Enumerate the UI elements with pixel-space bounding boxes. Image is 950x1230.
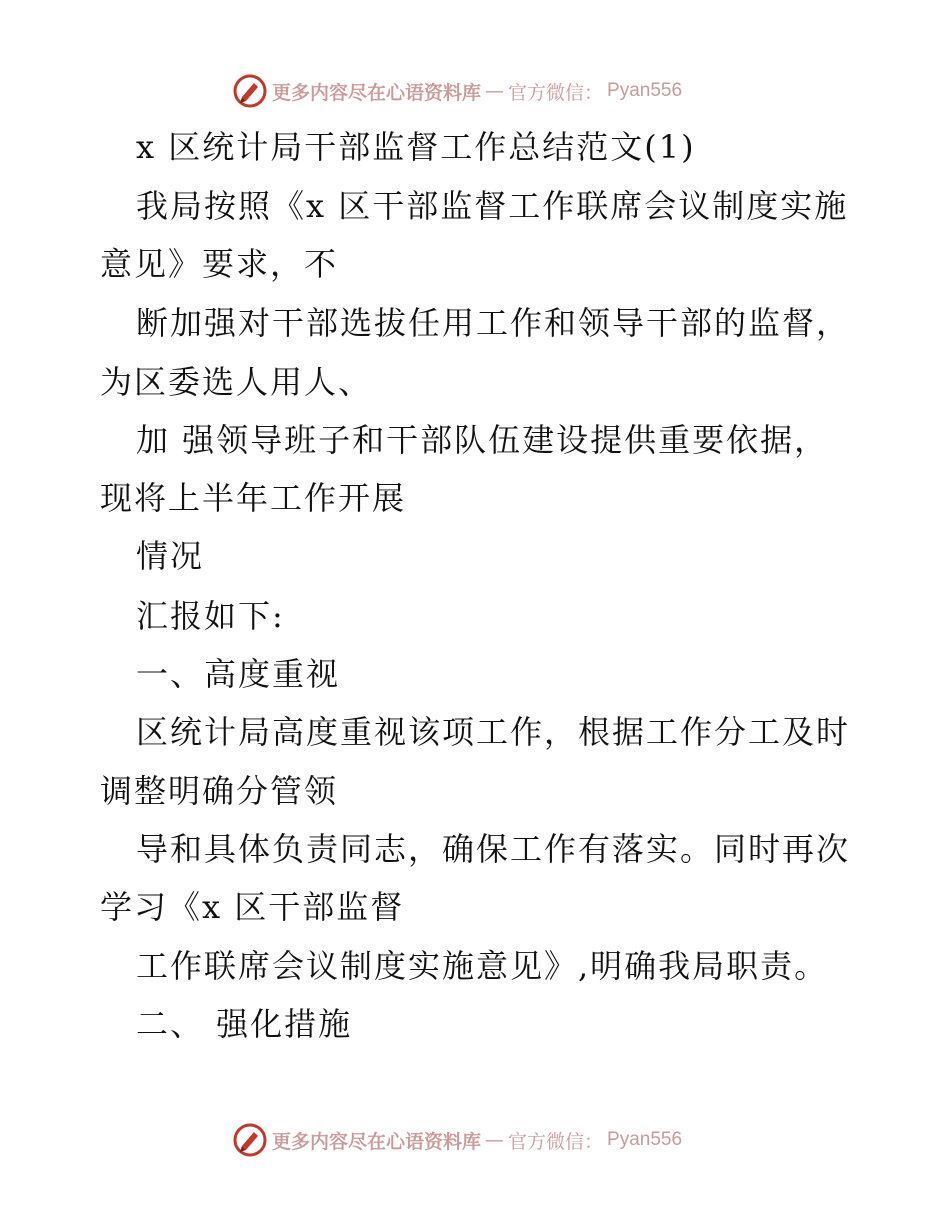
document-title: x 区统计局干部监督工作总结范文(1): [136, 128, 696, 166]
watermark-main-text: 更多内容尽在心语资料库: [272, 1130, 482, 1153]
paragraph-line: 加 强领导班子和干部队伍建设提供重要依据，: [136, 421, 829, 459]
watermark-footer: [232, 1120, 682, 1160]
watermark-dash: —: [485, 1129, 505, 1151]
section-heading: 二、 强化措施: [136, 1005, 353, 1043]
paragraph-line: 情况: [136, 537, 205, 575]
paragraph-line: 导和具体负责同志，确保工作有落实。同时再次: [136, 830, 851, 868]
paragraph-line: 为区委选人用人、: [100, 363, 373, 401]
paragraph-line: 区统计局高度重视该项工作，根据工作分工及时: [136, 713, 851, 751]
paragraph-line: 学习《x 区干部监督: [100, 888, 405, 926]
paragraph-line: 调整明确分管领: [100, 772, 339, 810]
pen-logo-icon: [232, 73, 268, 109]
watermark-wechat-id: Pyan556: [607, 80, 683, 101]
watermark-sub-text: 官方微信：: [508, 1130, 604, 1153]
paragraph-line: 我局按照《x 区干部监督工作联席会议制度实施: [136, 187, 849, 225]
watermark-dash: —: [485, 80, 505, 102]
paragraph-line: 断加强对干部选拔任用工作和领导干部的监督，: [136, 304, 851, 342]
paragraph-line: 现将上半年工作开展: [100, 479, 407, 517]
watermark-sub-text: 官方微信：: [508, 81, 604, 104]
paragraph-line: 意见》要求，不: [100, 245, 339, 283]
pen-logo-icon: [232, 1122, 268, 1158]
section-heading: 一、高度重视: [136, 655, 341, 693]
watermark-wechat-id: Pyan556: [607, 1129, 683, 1150]
watermark-main-text: 更多内容尽在心语资料库: [272, 81, 482, 104]
paragraph-line: 汇报如下:: [136, 597, 285, 635]
paragraph-line: 工作联席会议制度实施意见》,明确我局职责。: [136, 947, 829, 985]
watermark-header: [232, 71, 682, 111]
